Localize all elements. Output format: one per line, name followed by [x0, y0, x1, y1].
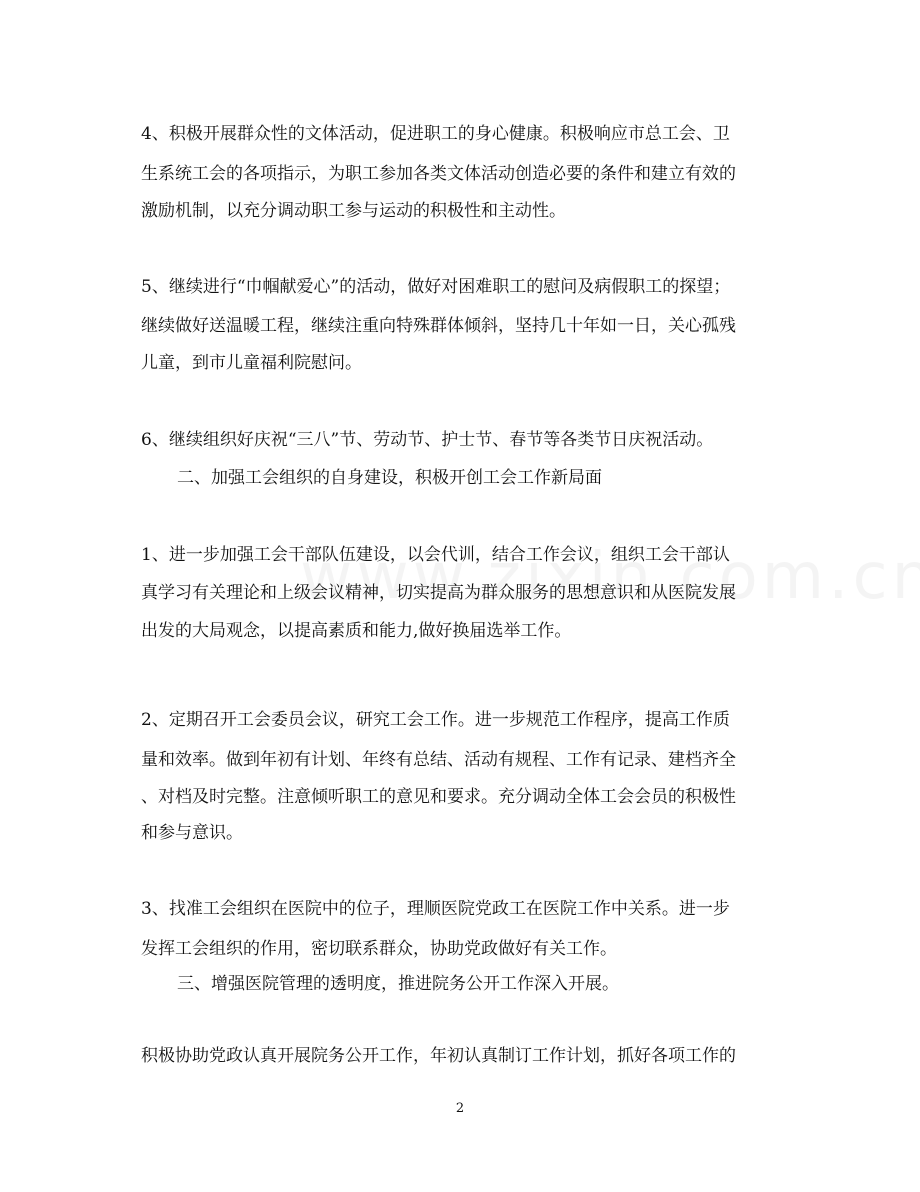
text-line: 3、找准工会组织在医院中的位子，理顺医院党政工在医院工作中关系。进一步	[141, 899, 730, 919]
section-heading: 三、增强医院管理的透明度，推进院务公开工作深入开展。	[177, 974, 619, 994]
text-line: 5、继续进行“巾帼献爱心”的活动，做好对困难职工的慰问及病假职工的探望；	[141, 277, 731, 297]
text-line: 4、积极开展群众性的文体活动，促进职工的身心健康。积极响应市总工会、卫	[141, 124, 730, 144]
section-heading: 二、加强工会组织的自身建设，积极开创工会工作新局面	[177, 468, 602, 488]
text-line: 积极协助党政认真开展院务公开工作，年初认真制订工作计划，抓好各项工作的	[141, 1046, 736, 1066]
text-line: 真学习有关理论和上级会议精神，切实提高为群众服务的思想意识和从医院发展	[141, 583, 736, 603]
text-line: 2、定期召开工会委员会议，研究工会工作。进一步规范工作程序，提高工作质	[141, 710, 730, 730]
text-line: 量和效率。做到年初有计划、年终有总结、活动有规程、工作有记录、建档齐全	[141, 750, 736, 770]
text-line: 激励机制，以充分调动职工参与运动的积极性和主动性。	[141, 201, 566, 221]
text-line: 生系统工会的各项指示，为职工参加各类文体活动创造必要的条件和建立有效的	[141, 164, 736, 184]
text-line: 、对档及时完整。注意倾听职工的意见和要求。充分调动全体工会会员的积极性	[141, 787, 736, 807]
text-line: 发挥工会组织的作用，密切联系群众，协助党政做好有关工作。	[141, 939, 617, 959]
text-line: 出发的大局观念，以提高素质和能力,做好换届选举工作。	[141, 621, 572, 641]
text-line: 6、继续组织好庆祝“三八”节、劳动节、护士节、春节等各类节日庆祝活动。	[141, 430, 714, 450]
page-number: 2	[455, 1101, 465, 1116]
text-line: 和参与意识。	[141, 823, 243, 843]
text-line: 儿童，到市儿童福利院慰问。	[141, 353, 362, 373]
text-line: 继续做好送温暖工程，继续注重向特殊群体倾斜，坚持几十年如一日，关心孤残	[141, 316, 736, 336]
text-line: 1、进一步加强工会干部队伍建设，以会代训，结合工作会议，组织工会干部认	[141, 545, 730, 565]
